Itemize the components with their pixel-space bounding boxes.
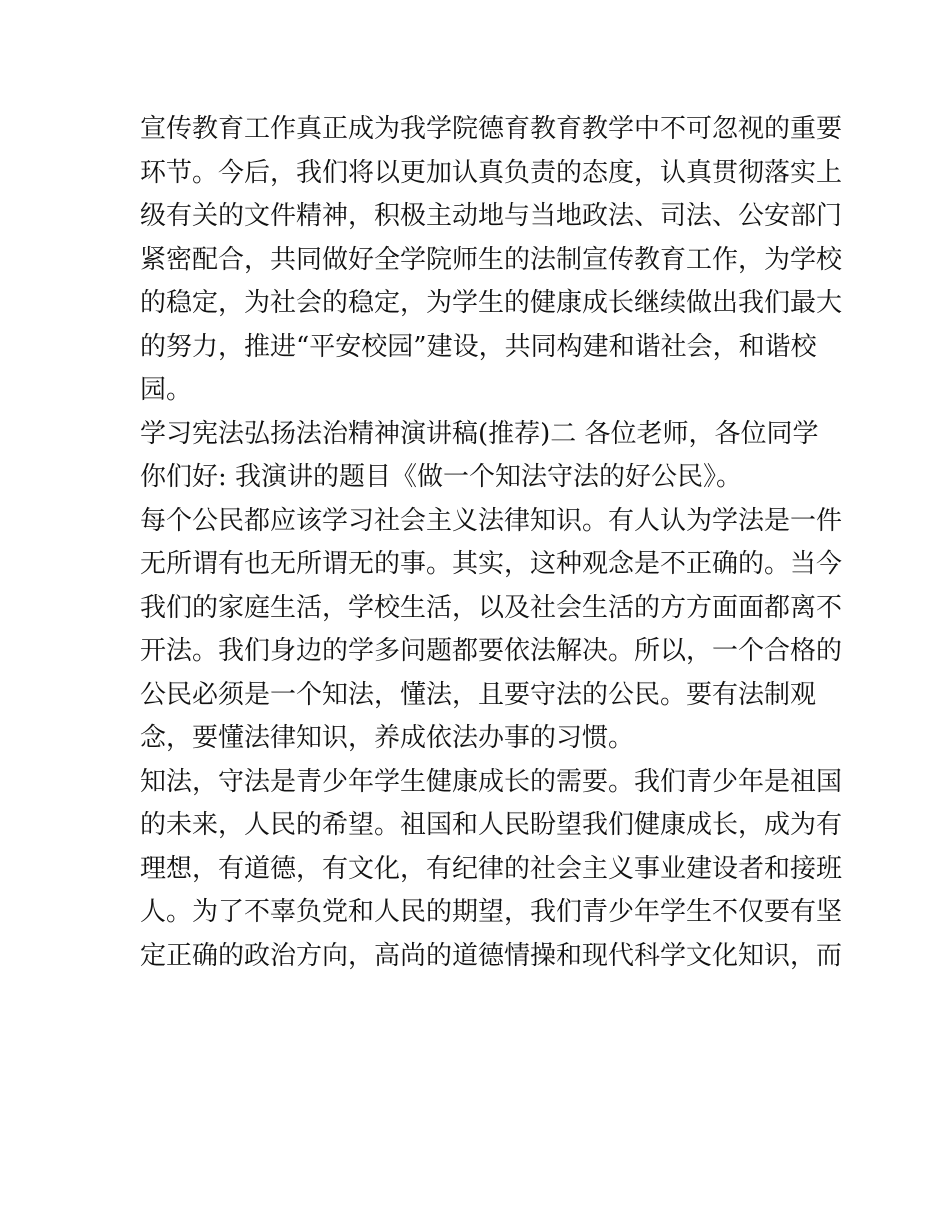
text-line: 的未来，人民的希望。祖国和人民盼望我们健康成长，成为有 (140, 810, 843, 840)
text-line: 开法。我们身边的学多问题都要依法解决。所以，一个合格的 (140, 636, 843, 666)
text-line: 念，要懂法律知识，养成依法办事的习惯。 (140, 723, 635, 753)
text-line: 公民必须是一个知法，懂法，且要守法的公民。要有法制观 (140, 679, 817, 710)
text-line: 无所谓有也无所谓无的事。其实，这种观念是不正确的。当今 (140, 549, 843, 579)
text-line: 学习宪法弘扬法治精神演讲稿(推荐)二 各位老师，各位同学 (140, 418, 819, 449)
text-line: 级有关的文件精神，积极主动地与当地政法、司法、公安部门 (140, 201, 843, 231)
paragraph-learn-law (140, 500, 843, 761)
text-line: 定正确的政治方向，高尚的道德情操和现代科学文化知识，而 (140, 940, 843, 971)
text-line: 知法，守法是青少年学生健康成长的需要。我们青少年是祖国 (140, 766, 843, 797)
text-line: 人。为了不辜负党和人民的期望，我们青少年学生不仅要有坚 (140, 897, 843, 927)
text-line: 每个公民都应该学习社会主义法律知识。有人认为学法是一件 (140, 505, 843, 536)
text-line: 的稳定，为社会的稳定，为学生的健康成长继续做出我们最大 (140, 288, 843, 318)
body-text (140, 108, 843, 978)
text-line: 理想，有道德，有文化，有纪律的社会主义事业建设者和接班 (140, 853, 843, 884)
text-line: 环节。今后，我们将以更加认真负责的态度，认真贯彻落实上 (140, 157, 843, 188)
text-line: 的努力，推进“平安校园”建设，共同构建和谐社会，和谐校 (140, 331, 817, 362)
text-line: 园。 (140, 375, 193, 405)
text-line: 我们的家庭生活，学校生活，以及社会生活的方方面面都离不 (140, 592, 843, 623)
text-line: 你们好: 我演讲的题目《做一个知法守法的好公民》。 (140, 462, 743, 492)
paragraph-closing-summary (140, 108, 843, 413)
text-line: 紧密配合，共同做好全学院师生的法制宣传教育工作，为学校 (140, 244, 843, 275)
paragraph-youth-growth (140, 761, 843, 979)
paragraph-speech-title (140, 413, 830, 500)
text-line: 宣传教育工作真正成为我学院德育教育教学中不可忽视的重要 (140, 114, 843, 144)
